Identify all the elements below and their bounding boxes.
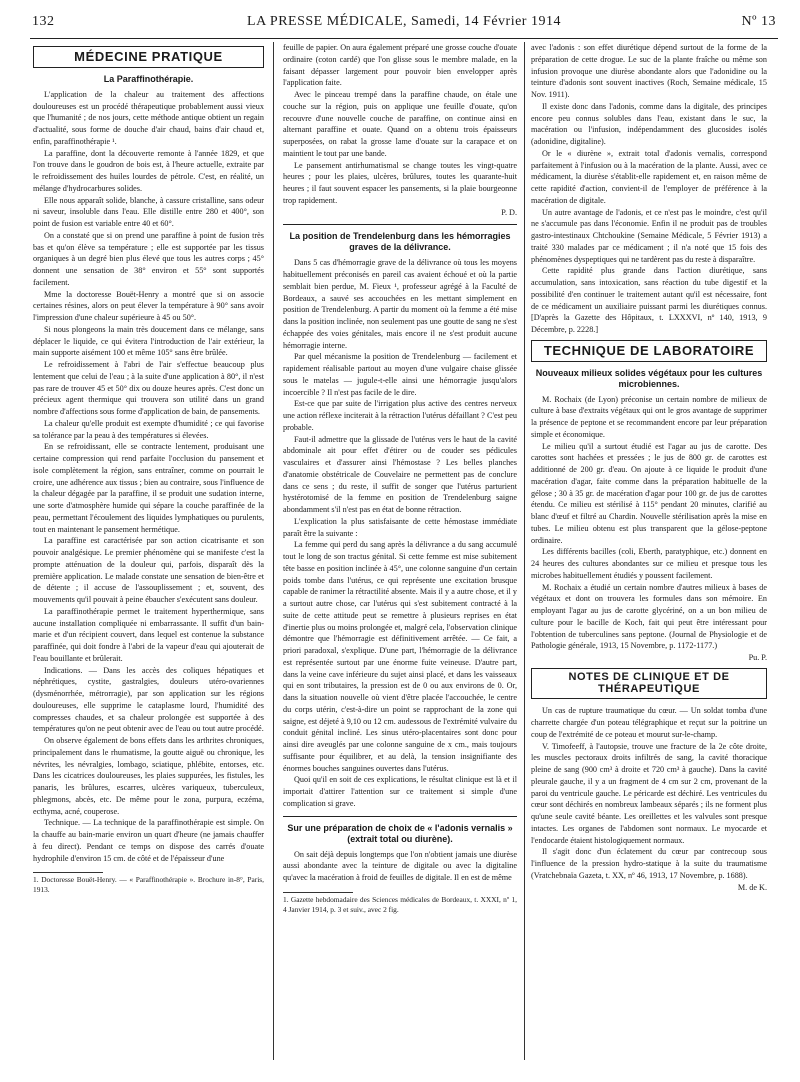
signature: M. de K.	[737, 882, 767, 892]
section-heading: TECHNIQUE DE LABORATOIRE	[531, 340, 767, 362]
paragraph: M. Rochaix a étudié un certain nombre d'autres milieux à bases de végétaux et dont on trouvera les formules dans son mémoire. En employant l'agar au jus de carotte glycériné, on a un bon milieu de culture pour le bacille de Koch, fait qui peut être intéressant pour l'obtention de tuberculines sans peptone. (Journal de Physiologie et de Pathologie générale, 1913, 15 Novembre, p. 1172-1177.)	[531, 582, 767, 651]
article-title: La Paraffinothérapie.	[103, 73, 194, 84]
paragraph: En se refroidissant, elle se contracte lentement, produisant une certaine compression qui rend parfaite l'occlusion du pansement et isole complètement la région, sans entraîner, comme on pourrait le croire, une adhérence aux tissus ; bien au contraire, sous l'influence de la chaleur dégagée par la paraffine, il se produit une sudation interne, une sorte d'atmosphère humide qui sépare la couche paraffinée de la peau, permettant l'écoulement des liquides lymphatiques ou purulents, tout en maintenant le pansement hermétique.	[33, 442, 264, 534]
column-divider	[273, 42, 274, 1060]
paragraph: avec l'adonis : son effet diurétique dépend surtout de la forme de la préparation de cette drogue. Le suc de la plante fraîche ou même son infusion provoque une diurèse abondante alors que l'adonidine ou la teinture d'adonis sont souvent inactives (Roch, Semaine médicale, 15 Nov. 1911).	[531, 43, 767, 99]
paragraph: La paraffine est caractérisée par son action cicatrisante et son pouvoir analgésique. Le premier phénomène qui se manifeste c'est la prompte atténuation de la douleur qui, parfois, disparaît dès la première application. Le malade constate une sensation de bien-être et de détente ; il accuse de l'assouplissement ; et, souvent, des mouvements qu'il pouvait à peine ébaucher s'exécutent sans douleur.	[33, 536, 264, 604]
paragraph: La femme qui perd du sang après la délivrance a du sang accumulé tout le long de son tractus génital. Si cette femme est mise subitement tête basse en position inclinée à 45°, une colonne sanguine d'un certain poids tombe dans l'utérus, ce qui représente une excitation brusque capable de ranimer la rétractilité absente. Mais il y a autre chose, et il y a surtout autre chose, car l'utérus qui s'est subitement contracté à la suite de cette attitude peut se remettre à plusieurs reprises en état d'inertie plus ou moins prolongée et, malgré cela, l'observation clinique démontre que l'hémorragie est définitivement arrêtée. — Ce fait, a priori paradoxal, s'explique. D'une part, l'hémorragie de la délivrance est représentée surtout par une énorme fuite veineuse. D'autre part, dans la veine cave inférieure du sujet ainsi placé, et dans les vaisseaux qui en sont tributaires, la pression est de 0 ou aux environs de 0. Or, dans la situation nouvelle où vient d'être placée l'accouchée, le centre du corps utérin, c'est-à-dire un point se rapprochant de la zone qui saigne, est déjeté à 9,10 ou 12 cm. audessous de l'extrémité vulvaire du conduit génital incliné. Les sinus utéro-placentaires sont donc pour ainsi dire aveuglés par une colonne sanguine de x cm., mais toujours suffisante pour équilibrer, et au delà, la tension insignifiante des énormes bouches sanguines ouvertes dans l'utérus.	[283, 540, 517, 773]
paragraph: Est-ce que par suite de l'irrigation plus active des centres nerveux une action réflexe inciterait à la rétraction l'utérus défaillant ? C'est peu probable.	[283, 399, 517, 432]
paragraph: Les différents bacilles (coli, Eberth, paratyphique, etc.) donnent en 24 heures des cultures abondantes sur ce milieu et presque tous les microbes habituellement étudiés y poussent facilement.	[531, 547, 767, 580]
article-title: Sur une préparation de choix de « l'adonis vernalis » (extrait total ou diurène).	[287, 822, 513, 844]
header-rule	[30, 38, 778, 39]
signature: P. D.	[501, 207, 517, 217]
paragraph: Dans 5 cas d'hémorragie grave de la délivrance où tous les moyens habituellement préconisés en pareil cas avaient échoué et où la partie semblait bien perdue, M. Fieux ¹, professeur agrégé à la Faculté de Bordeaux, a sauvé ses accouchées en les mettant simplement en position de Trendelenburg. A partir du moment où la femme a été mise dans la position inclinée, non seulement pas une goutte de sang ne s'est échappée des voies génitales, mais encore il ne s'est produit aucune hémorragie interne.	[283, 258, 517, 350]
article-rule	[283, 224, 517, 225]
page-number: 132	[32, 14, 55, 29]
paragraph: Mme la doctoresse Bouët-Henry a montré que si on associe certaines résines, alors on peut élever la température à 90° sans avoir l'impression d'une chaleur supérieure à 45 ou 50°.	[33, 289, 264, 322]
paragraph: Elle nous apparaît solide, blanche, à cassure cristalline, sans odeur ni saveur, insoluble dans l'eau. Elle distille entre 280 et 400°, son point de fusion est variable entre 40 et 60°.	[33, 195, 264, 228]
paragraph: Il existe donc dans l'adonis, comme dans la digitale, des principes encore peu connus solubles dans l'eau, existant dans le suc, la macération ou l'infusion, indépendamment des glucosides isolés (adonidine, digitaline).	[531, 101, 767, 146]
column-1	[33, 42, 264, 1042]
article-title: Nouveaux milieux solides végétaux pour les cultures microbiennes.	[535, 367, 763, 389]
paragraph: Cette rapidité plus grande dans l'action diurétique, sans accumulation, sans intoxication, sans réaction du tube digestif et la possibilité d'en continuer le traitement autant qu'il est nécessaire, font de ce médicament un auxiliaire puissant parmi les diurétiques connus. [D'après la Gazette des Hôpitaux, t. LXXXVI, nº 140, 1913, 9 Décembre, p. 2228.]	[531, 266, 767, 334]
paragraph: On observe également de bons effets dans les arthrites chroniques, principalement dans le rhumatisme, la goutte aiguë ou chronique, les névrites, les névralgies, lombago, sciatique, phlébite, entorses, etc. Dans les cicatrices douloureuses, les plaies suppurées, les fistules, les panaris, les brûlures, escarres, ulcères variqueux, tuberculeux, phlegmons, abcès, etc. De même pour le zona, purpura, eczéma, ecthyma, acné, couperose.	[33, 736, 264, 816]
column-divider	[524, 42, 525, 1060]
paragraph: La paraffine, dont la découverte remonte à l'année 1829, et que l'on trouve dans le goudron de bois est, à l'heure actuelle, extraite par le refroidissement des huiles lourdes de pétrole. C'est, en réalité, un mélange d'hydrocarbures solides.	[33, 148, 264, 193]
footnote: 1. Gazette hebdomadaire des Sciences médicales de Bordeaux, t. XXXI, nº 1, 4 Janvier 1914, p. 3 et suiv., avec 2 fig.	[283, 894, 517, 914]
paragraph: Quoi qu'il en soit de ces explications, le résultat clinique est là et il importait d'attirer l'attention sur ce traitement si simple d'une complication si grave.	[283, 775, 517, 808]
article-rule	[283, 816, 517, 817]
footnote-rule	[33, 872, 103, 873]
paragraph: On sait déjà depuis longtemps que l'on n'obtient jamais une diurèse aussi abondante avec la teinture de digitale ou avec la digitaline qu'avec la macération à froid de feuilles de digitale. Il en est de même	[283, 849, 517, 882]
paragraph: Avec le pinceau trempé dans la paraffine chaude, on étale une couche sur la région, puis on applique une feuille d'ouate, qu'on recouvre d'une nouvelle couche de paraffine, on continue ainsi en alternant paraffine et ouate. Quand on a obtenu trois épaisseurs superposées, on rabat la grosse lame d'ouate sur la carapace et on maintient le tout par une bande.	[283, 90, 517, 158]
paragraph: Or le « diurène », extrait total d'adonis vernalis, correspond parfaitement à l'infusion ou à la macération de la plante. Aussi, avec ce médicament, la diurèse s'établit-elle rapidement et, en raison même de cette rapidité d'action, convient-il de l'employer de préférence à la macération de digitale.	[531, 148, 767, 205]
column-3	[531, 42, 767, 1046]
paragraph: V. Timofeeff, à l'autopsie, trouve une fracture de la 2e côte droite, les muscles pectoraux droits infiltrés de sang, la cavité thoracique pleine de sang (900 cm³ à droite et 720 cm³ à gauche). Dans la cavité pleurale gauche, il y a un fragment de 4 cm sur 2 cm, provenant de la paroi du ventricule gauche. Le péricarde est déchiré. Les ventricules du cœur sont déchirés en nombreux lambeaux séparés ; ils ne forment plus qu'une seule cavité béante. Les oreillettes et les valvules sont presque intactes. Les organes de l'abdomen sont normaux. Le myocarde et l'endocarde étaient histologiquement normaux.	[531, 741, 767, 845]
paragraph: On a constaté que si on prend une paraffine à point de fusion très bas et qu'on élève sa température ; elle est supportée par les tissus organiques à un degré bien plus élevé que tous les autres corps ; 45° donnent une sensation de 38° environ et 55° sont supportés facilement.	[33, 230, 264, 287]
paragraph: Par quel mécanisme la position de Trendelenburg — facilement et rapidement réalisable partout au moyen d'une vulgaire chaise glissée sous le matelas — jugule-t-elle ainsi une hémorragie jusqu'alors incoercible ? Il n'est pas facile de le dire.	[283, 352, 517, 397]
journal-title: LA PRESSE MÉDICALE, Samedi, 14 Février 1914	[247, 14, 561, 29]
page-header	[32, 14, 776, 34]
section-heading: MÉDECINE PRATIQUE	[33, 46, 264, 68]
paragraph: Un cas de rupture traumatique du cœur. — Un soldat tomba d'une charrette chargée d'un poteau télégraphique et reçut sur la poitrine un coup de l'extrémité de ce poteau et mourut sur-le-champ.	[531, 706, 767, 739]
issue-number: Nº 13	[741, 14, 776, 29]
paragraph: Le milieu qu'il a surtout étudié est l'agar au jus de carotte. Des carottes sont hachées et pressées ; le jus de 800 gr. de carottes est additionné de 200 gr. d'eau. On ajoute à ce liquide le produit d'une macération d'agar, faite comme dans la préparation habituelle de la gélose ; 30 à 35 gr. de macération d'agar pour 100 gr. de jus de carottes étendu. Ce milieu est stérilisé à 115° pendant 20 minutes, clarifié au blanc d'œuf et filtré au Chardin. Nouvelle stérilisation après la mise en tubes. Le milieu obtenu est plus transparent que la gélose-peptone ordinaire.	[531, 441, 767, 545]
paragraph: Un autre avantage de l'adonis, et ce n'est pas le moindre, c'est qu'il ne s'accumule pas dans l'économie. Enfin il ne produit pas de troubles gastro-intestinaux Chtchoukine (Semaine Médicale, 5 Février 1913) a traité 330 malades par ce médicament ; il n'a noté que 15 fois des phénomènes dyspeptiques qui ne tardèrent pas du reste à disparaître.	[531, 207, 767, 264]
paragraph: L'explication la plus satisfaisante de cette hémostase immédiate paraît être la suivante :	[283, 516, 517, 538]
footnote: 1. Doctoresse Bouët-Henry. — « Paraffinothérapie ». Brochure in-8°, Paris, 1913.	[33, 875, 264, 895]
paragraph: M. Rochaix (de Lyon) préconise un certain nombre de milieux de culture à base d'extraits végétaux qui ont le gros avantage de supprimer la présence de peptone et se recommandent encore par leur préparation simple et économique.	[531, 394, 767, 439]
paragraph: L'application de la chaleur au traitement des affections douloureuses est un procédé thérapeutique probablement aussi vieux que l'humanité ; de nos jours, cette méthode antique obtient un regain d'actualité, sous forme de douche d'air chaud, bains d'air chaud et, enfin, paraffinothérapie ¹.	[33, 89, 264, 146]
footnote-rule	[283, 892, 353, 893]
paragraph: Si nous plongeons la main très doucement dans ce mélange, sans déplacer le liquide, ce qui évitera l'introduction de l'air extérieur, la main supporte aisément 100 et même 105° sans être brûlée.	[33, 324, 264, 358]
paragraph: Indications. — Dans les accès des coliques hépatiques et néphrétiques, cystite, gastralgies, douleurs utéro-ovariennes (dysménorrhée, métrorragie), par son application sur les régions douloureuses, elle supprime le cataplasme lourd, l'humidité des compresses chaudes, et sa chaleur prolongée est supportée à des températures qu'on ne peut obtenir avec de l'eau ou tout autre procédé.	[33, 665, 264, 734]
paragraph: Il s'agit donc d'un éclatement du cœur par contrecoup sous l'influence de la pression hydro-statique à la suite du traumatisme (Vratchebnaïa Gazeta, t. XX, nº 46, 1913, 17 Novembre, p. 1688).	[531, 847, 767, 880]
paragraph: Le pansement antirhumatismal se change toutes les vingt-quatre heures ; pour les plaies, ulcères, brûlures, toutes les quarante-huit heures ; il faut souvent espacer les pansements, si la plaie bourgeonne trop rapidement.	[283, 160, 517, 205]
paragraph: Faut-il admettre que la glissade de l'utérus vers le haut de la cavité abdominale ait pour effet d'étirer ou de couder ses pédicules vasculaires et d'assurer ainsi l'hémostase ? Les belles planches d'anatomie obstétricale de Couvelaire ne permettent pas de conclure dans ce sens ; du reste, il suffit de songer que l'utérus parturient hystérotomisé de la femme en position de Trendelenburg saigne abondamment s'il n'est pas en état de bonne rétraction.	[283, 434, 517, 514]
paragraph: Technique. — La technique de la paraffinothérapie est simple. On la chauffe au bain-marie environ un quart d'heure (ne jamais chauffer à feu direct). Pendant ce temps on dispose des carrés d'ouate hydrophile d'environ 15 cm. de côté et de l'épaisseur d'une	[33, 818, 264, 863]
paragraph: Le refroidissement à l'abri de l'air s'effectue beaucoup plus lentement que celui de l'eau ; à la suite d'une application à 80°, il n'est pas rare de trouver 45 et 50° dix ou douze heures après. C'est donc un précieux agent thermique qui trouvera son utilité dans un grand nombre d'affections sous forme d'application de bain, de pansements.	[33, 360, 264, 416]
paragraph: feuille de papier. On aura également préparé une grosse couche d'ouate ordinaire (coton cardé) que l'on glisse sous le membre malade, en la faisant dépasser largement pour pouvoir bien envelopper après l'application faite.	[283, 43, 517, 88]
signature: Pu. P.	[748, 653, 767, 662]
article-title: La position de Trendelenburg dans les hémorragies graves de la délivrance.	[289, 231, 511, 253]
column-2	[283, 42, 517, 1054]
paragraph: La paraffinothérapie permet le traitement hyperthermique, sans aucune installation compliquée ni embarrassante. Il suffit d'un bain-marie et d'un récipient couvert, dans lequel est contenue la substance paraffinée, qui doit fondre à l'abri de la vapeur d'eau qui ajouterait de l'eau bouillante et brûlerait.	[33, 606, 264, 663]
paragraph: La chaleur qu'elle produit est exempte d'humidité ; ce qui favorise sa tolérance par la peau à des températures si élevées.	[33, 418, 264, 440]
section-heading: NOTES DE CLINIQUE ET DE THÉRAPEUTIQUE	[531, 668, 767, 700]
